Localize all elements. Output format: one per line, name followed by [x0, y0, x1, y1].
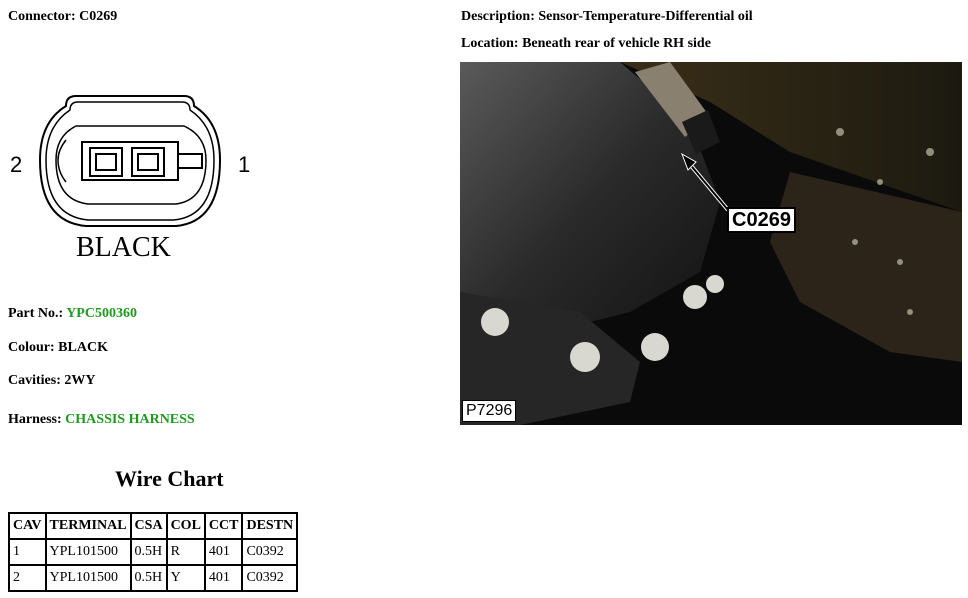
table-row	[9, 539, 297, 565]
cell-cct: 401	[205, 565, 243, 591]
harness-line	[8, 412, 195, 428]
location-line	[461, 36, 711, 52]
table-header-row	[9, 513, 297, 539]
wire-chart-table	[8, 512, 298, 592]
cell-terminal: YPL101500	[46, 539, 131, 565]
part-label: Part No.:	[8, 306, 64, 321]
col-header-cav: CAV	[9, 513, 46, 539]
colour-line	[8, 340, 108, 356]
cavities-value: 2WY	[64, 373, 96, 388]
description-label: Description:	[461, 9, 535, 24]
part-number-line	[8, 306, 137, 322]
location-value: Beneath rear of vehicle RH side	[522, 36, 711, 51]
connector-value: C0269	[79, 9, 118, 24]
photo-callout-label: C0269	[727, 207, 796, 233]
col-header-terminal: TERMINAL	[46, 513, 131, 539]
harness-label: Harness:	[8, 412, 62, 427]
cell-destn-link[interactable]: C0392	[242, 539, 297, 565]
col-header-destn: DESTN	[242, 513, 297, 539]
pin-label-right: 1	[238, 152, 251, 177]
part-number-link[interactable]: YPC500360	[66, 306, 137, 321]
cavities-label: Cavities:	[8, 373, 61, 388]
cell-destn-link[interactable]: C0392	[242, 565, 297, 591]
description-line	[461, 9, 753, 25]
connector-diagram	[6, 92, 256, 272]
location-photo	[460, 62, 962, 425]
connector-label: Connector:	[8, 9, 76, 24]
col-header-cct: CCT	[205, 513, 243, 539]
cavities-line	[8, 373, 96, 389]
pin-label-left: 2	[10, 152, 23, 177]
photo-id-label: P7296	[462, 400, 516, 422]
col-header-csa: CSA	[131, 513, 167, 539]
colour-value: BLACK	[58, 340, 108, 355]
table-row	[9, 565, 297, 591]
colour-label: Colour:	[8, 340, 55, 355]
wire-chart-title: Wire Chart	[115, 466, 224, 491]
cell-cct: 401	[205, 539, 243, 565]
cell-csa: 0.5H	[131, 539, 167, 565]
cell-col: R	[167, 539, 205, 565]
cell-cav: 2	[9, 565, 46, 591]
cell-csa: 0.5H	[131, 565, 167, 591]
cell-col: Y	[167, 565, 205, 591]
harness-link[interactable]: CHASSIS HARNESS	[65, 412, 195, 427]
cell-cav: 1	[9, 539, 46, 565]
location-label: Location:	[461, 36, 519, 51]
description-value: Sensor-Temperature-Differential oil	[538, 9, 753, 24]
cell-terminal: YPL101500	[46, 565, 131, 591]
connector-heading	[8, 9, 117, 25]
diagram-colour-text: BLACK	[76, 232, 171, 263]
col-header-col: COL	[167, 513, 205, 539]
